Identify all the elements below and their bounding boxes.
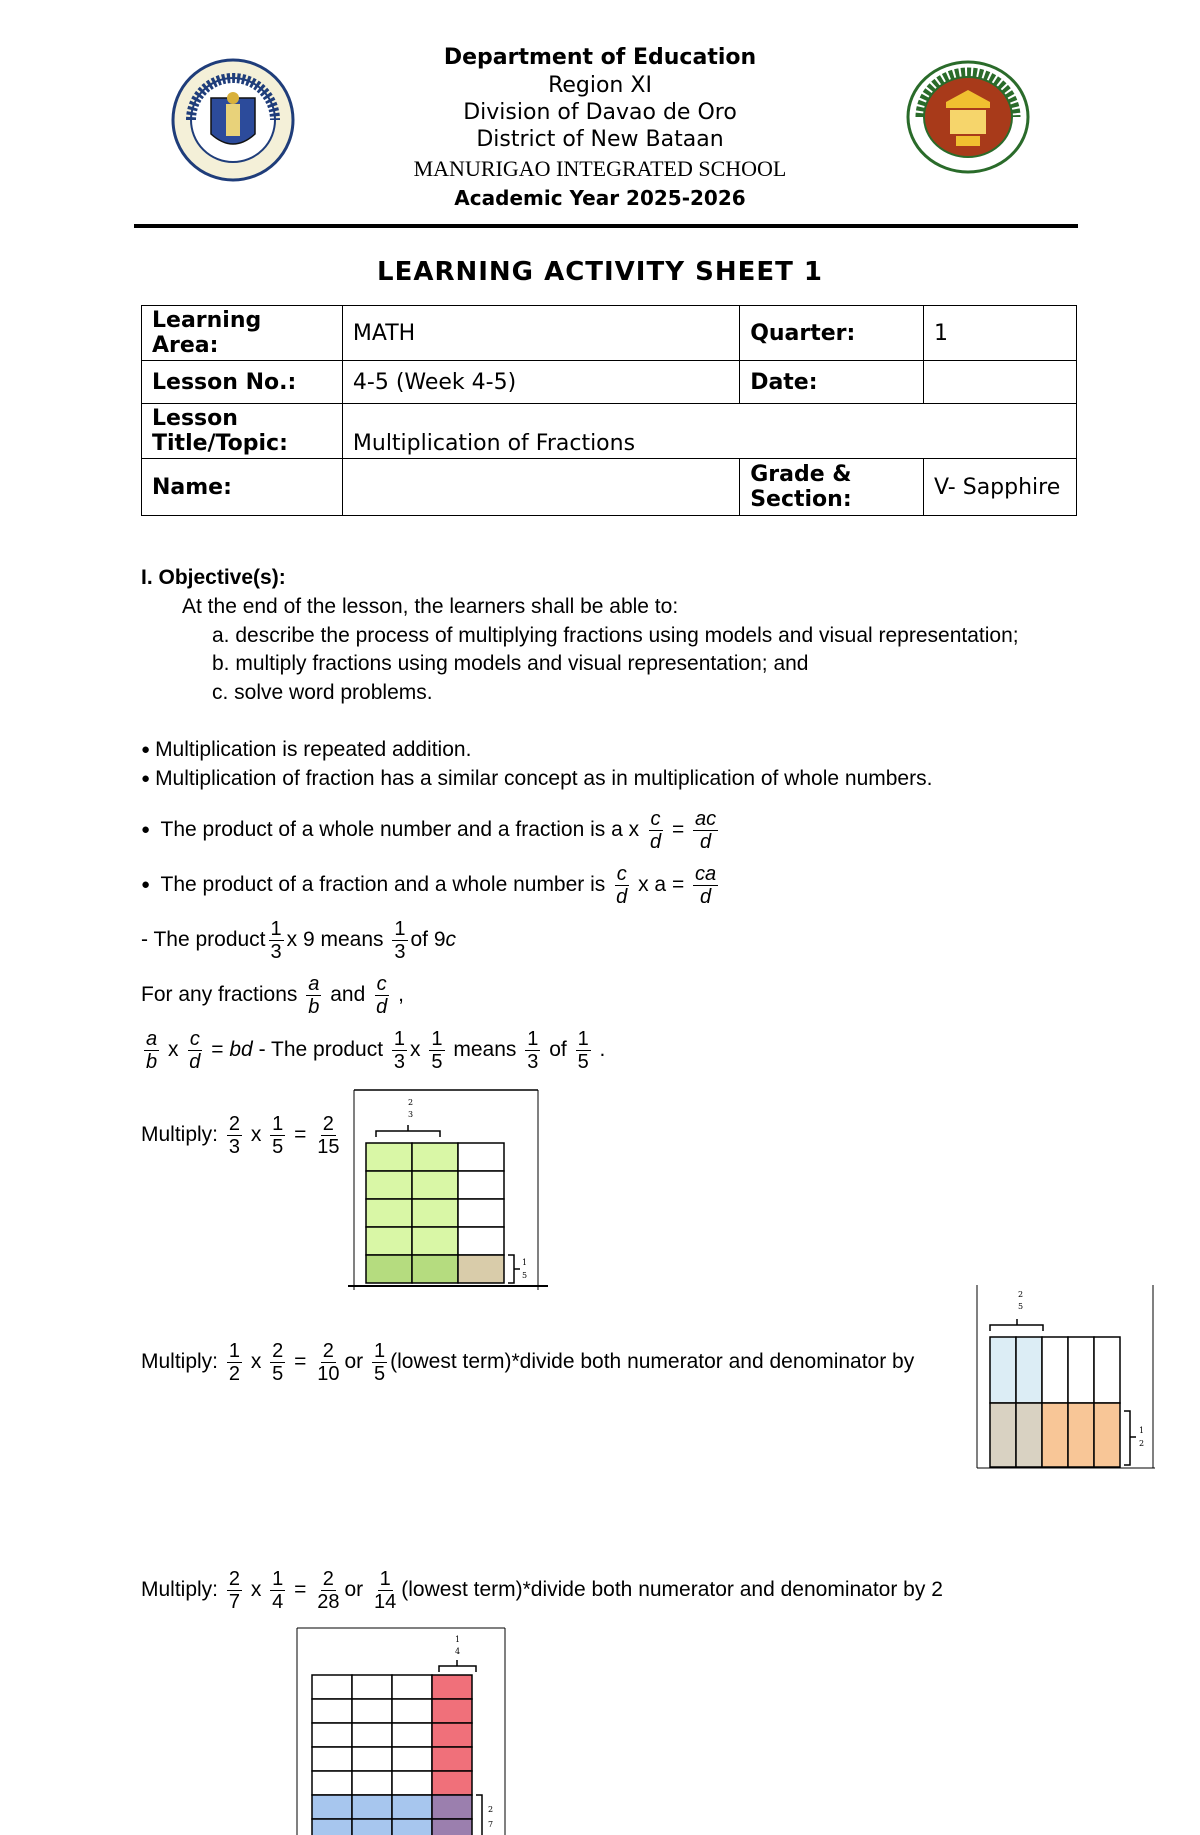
objective-item: b. multiply fractions using models and visual representation; and	[212, 652, 809, 675]
date-label: Date:	[740, 361, 924, 404]
svg-text:7: 7	[488, 1820, 494, 1829]
lesson-no-value: 4-5 (Week 4-5)	[342, 361, 739, 404]
any-fractions-note: For any fractions $\frac{a}{b}$ and $\frac{c}{d}$ ,	[141, 973, 404, 1018]
svg-text:5: 5	[522, 1271, 528, 1280]
learning-area-value: MATH	[342, 306, 739, 361]
note-bullet: ● The product of a fraction and a whole number is $\frac{c}{d}$ x a = $\frac{ca}{d}$	[141, 863, 721, 908]
svg-text:2: 2	[408, 1098, 414, 1107]
learning-area-label: Learning Area:	[142, 306, 343, 361]
product-note: - The product $\frac{1}{3}$ x 9 means $\frac{1}{3}$ of 9c	[141, 918, 457, 963]
area-model-1	[348, 1085, 548, 1295]
objectives-intro: At the end of the lesson, the learners shall be able to:	[182, 595, 679, 618]
grade-section-label: Grade & Section:	[740, 459, 924, 516]
example-2: Multiply: $\frac{1}{2}$ x $\frac{2}{5}$ = $\frac{2}{10}$ or $\frac{1}{5}$ (lowest term)*divide both numerator and denominator by	[141, 1340, 915, 1385]
svg-text:3: 3	[408, 1110, 414, 1119]
sheet-title: LEARNING ACTIVITY SHEET 1	[377, 257, 823, 287]
lesson-title-label: Lesson Title/Topic:	[142, 404, 343, 459]
quarter-label: Quarter:	[740, 306, 924, 361]
header-rule	[134, 224, 1078, 228]
svg-text:1: 1	[455, 1635, 461, 1644]
example-3: Multiply: $\frac{2}{7}$ x $\frac{1}{4}$ = $\frac{2}{28}$ or $\frac{1}{14}$ (lowest term)*divide both numerator and denominator by 2	[141, 1568, 943, 1613]
lesson-no-label: Lesson No.:	[142, 361, 343, 404]
svg-text:2: 2	[488, 1805, 494, 1814]
svg-text:2: 2	[1018, 1290, 1024, 1299]
area-model-2	[975, 1285, 1155, 1471]
note-bullet: ● Multiplication is repeated addition.	[141, 737, 471, 765]
objective-item: a. describe the process of multiplying fractions using models and visual representation;	[212, 624, 1019, 647]
note-bullet: ● The product of a whole number and a fraction is a x $\frac{c}{d}$ = $\frac{ac}{d}$	[141, 808, 721, 853]
lesson-title-value: Multiplication of Fractions	[342, 404, 1076, 459]
note-bullet: ● Multiplication of fraction has a similar concept as in multiplication of whole numbers.	[141, 766, 932, 794]
svg-text:1: 1	[1139, 1426, 1145, 1435]
example-1: Multiply: $\frac{2}{3}$ x $\frac{1}{5}$ = $\frac{2}{15}$	[141, 1113, 340, 1158]
name-label: Name:	[142, 459, 343, 516]
quarter-value: 1	[924, 306, 1077, 361]
info-table	[141, 305, 1077, 516]
svg-text:2: 2	[1139, 1439, 1145, 1448]
area-model-3	[296, 1627, 506, 1835]
department-name: Department of Education	[443, 45, 757, 70]
region-name: Region XI	[548, 73, 652, 98]
objectives-heading: I. Objective(s):	[141, 566, 286, 589]
district-name: District of New Bataan	[476, 127, 724, 152]
grade-section-value: V- Sapphire	[924, 459, 1077, 516]
division-name: Division of Davao de Oro	[463, 100, 737, 125]
name-field[interactable]	[342, 459, 739, 516]
academic-year: Academic Year 2025-2026	[454, 186, 746, 210]
rule-note: $\frac{a}{b}$ x $\frac{c}{d}$ = bd - The product $\frac{1}{3}$ x $\frac{1}{5}$ means $\frac{1}{3}$ of $\frac{1}{5}$ .	[146, 1028, 606, 1073]
svg-text:5: 5	[1018, 1302, 1024, 1311]
svg-text:4: 4	[455, 1647, 461, 1656]
date-field[interactable]	[924, 361, 1077, 404]
school-name: MANURIGAO INTEGRATED SCHOOL	[413, 156, 787, 181]
objective-item: c. solve word problems.	[212, 681, 433, 704]
svg-text:1: 1	[522, 1258, 528, 1267]
